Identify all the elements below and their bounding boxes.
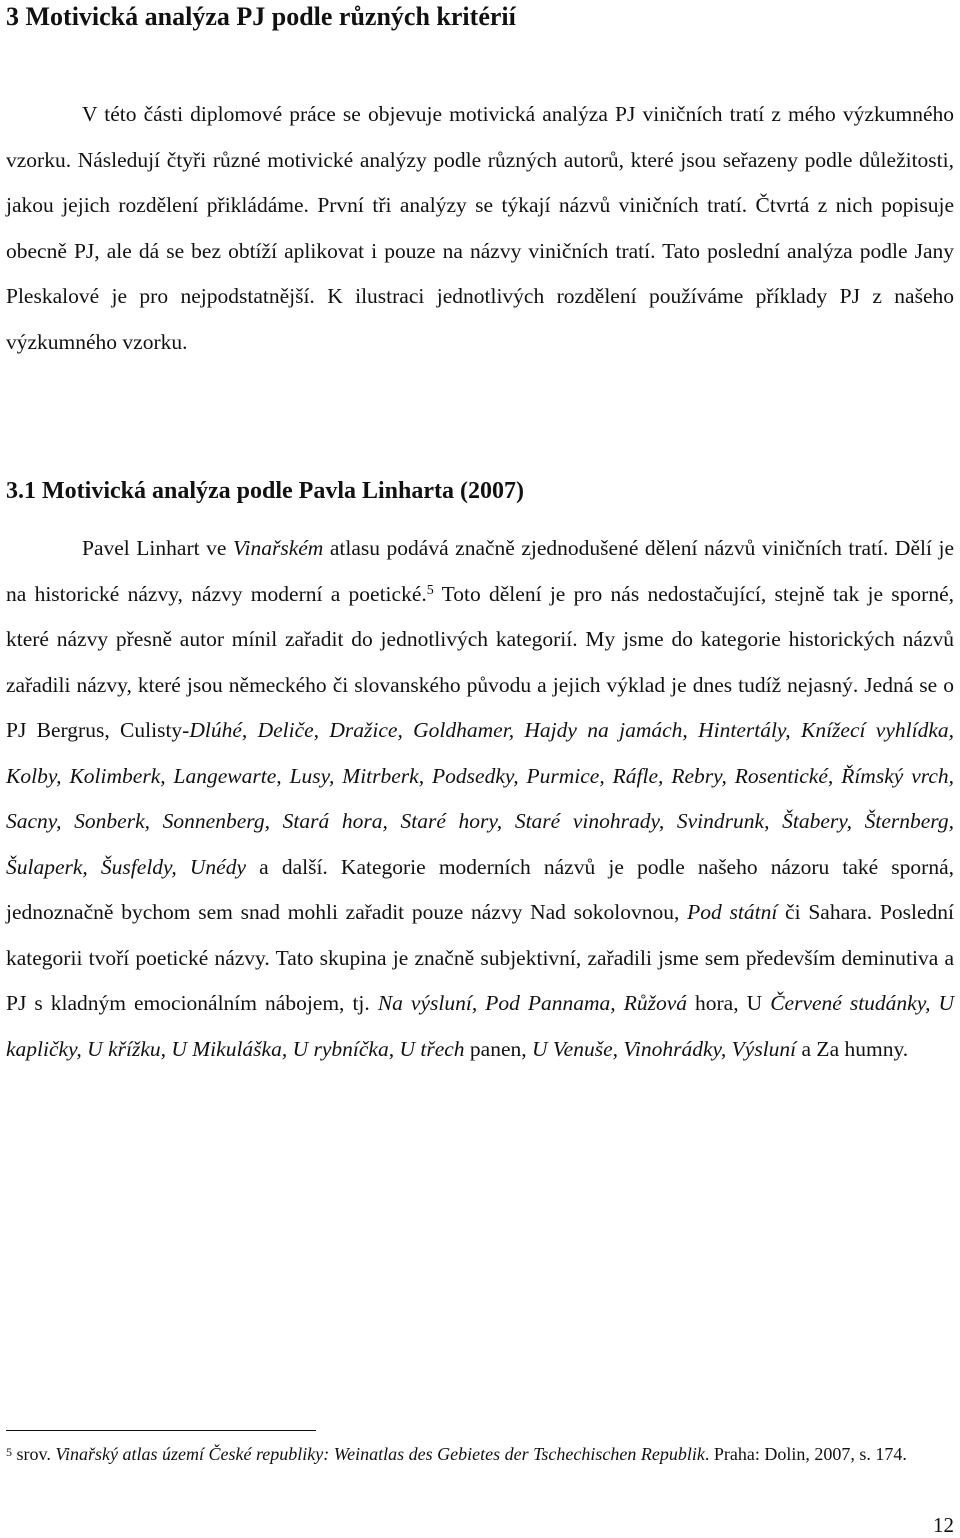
section-heading: 3 Motivická analýza PJ podle různých kritérií [6, 2, 516, 31]
footnote-reference[interactable]: 5 [426, 582, 434, 598]
text-run: panen, [464, 1036, 533, 1061]
footnote-source-title: Vinařský atlas území České republiky: Weinatlas des Gebietes der Tschechischen Republik [55, 1444, 705, 1464]
text-run: Pavel Linhart ve [82, 536, 233, 560]
text-run: či Sahara. Poslední kategorii tvoří poetické názvy. Tato skupina je značně subjektivní, zařadili jsme sem především deminutiva a PJ s kladným emocionálním nábojem, tj. [6, 900, 955, 1015]
subsection-heading: 3.1 Motivická analýza podle Pavla Linharta (2007) [6, 478, 524, 504]
text-run: Toto dělení je pro nás nedostačující, stejně tak je sporné, které názvy přesně autor mínil zařadit do jednotlivých kategorií. My jsme do kategorie historických názvů zařadili názvy, které jsou německého či slovanského původu a jejich výklad je dnes tudíž nejasný. Jedná se o PJ Bergrus, Culisty- [6, 581, 954, 742]
footnote [6, 1441, 954, 1468]
linhart-paragraph [6, 526, 954, 1072]
intro-paragraph: V této části diplomové práce se objevuje motivická analýza PJ viničních tratí z mého výzkumného vzorku. Následují čtyři různé motivické analýzy podle různých autorů, které jsou seřazeny podle důležitosti, jakou jejich rozdělení přikládáme. První tři analýzy se týkají názvů viničních tratí. Čtvrtá z nich popisuje obecně PJ, ale dá se bez obtíží aplikovat i pouze na názvy viničních tratí. Tato poslední analýza podle Jany Pleskalové je pro nejpodstatnější. K ilustraci jednotlivých rozdělení používáme příklady PJ z našeho výzkumného vzorku. [6, 102, 954, 354]
italic-run: Pod státní [687, 900, 778, 924]
footnote-text: . Praha: Dolin, 2007, s. 174. [704, 1444, 907, 1464]
italic-run: Vinařském [232, 536, 324, 560]
text-run: a další. Kategorie moderních názvů je podle našeho názoru také sporná, jednoznačně bychom sem snad mohli zařadit pouze názvy Nad sokolovnou, [6, 854, 954, 924]
text-run: a Za humny. [796, 1036, 909, 1061]
text-run: hora, U [687, 991, 771, 1015]
italic-run: Na výsluní, Pod Pannama, Růžová [377, 991, 687, 1015]
italic-run: Dlúhé, Deliče, Dražice, Goldhamer, Hajdy na jamách, Hintertály, Knížecí vyhlídka, Kolby, Kolimberk, Langewarte, Lusy, Mitrberk, Podsedky, Purmice, Ráfle, Rebry, Rosentické, Římský vrch, Sacny, Sonberk, Sonnenberg, Stará hora, Staré hory, Staré vinohrady, Svindrunk, Štabery, Šternberg, Šulaperk, Šusfeldy, Unédy [6, 718, 954, 879]
footnote-number: 5 [6, 1445, 12, 1459]
footnote-separator [6, 1430, 316, 1431]
page-number: 12 [933, 1513, 954, 1537]
italic-run: U Venuše, Vinohrádky, Výsluní [532, 1036, 797, 1061]
italic-run: Červené studánky, U kapličky, U křížku, U Mikuláška, U rybníčka, U třech [6, 991, 955, 1061]
footnote-text: srov. [12, 1444, 56, 1464]
text-run: atlasu podává značně zjednodušené dělení názvů viničních tratí. Dělí je na historické názvy, názvy moderní a poetické. [6, 536, 954, 606]
